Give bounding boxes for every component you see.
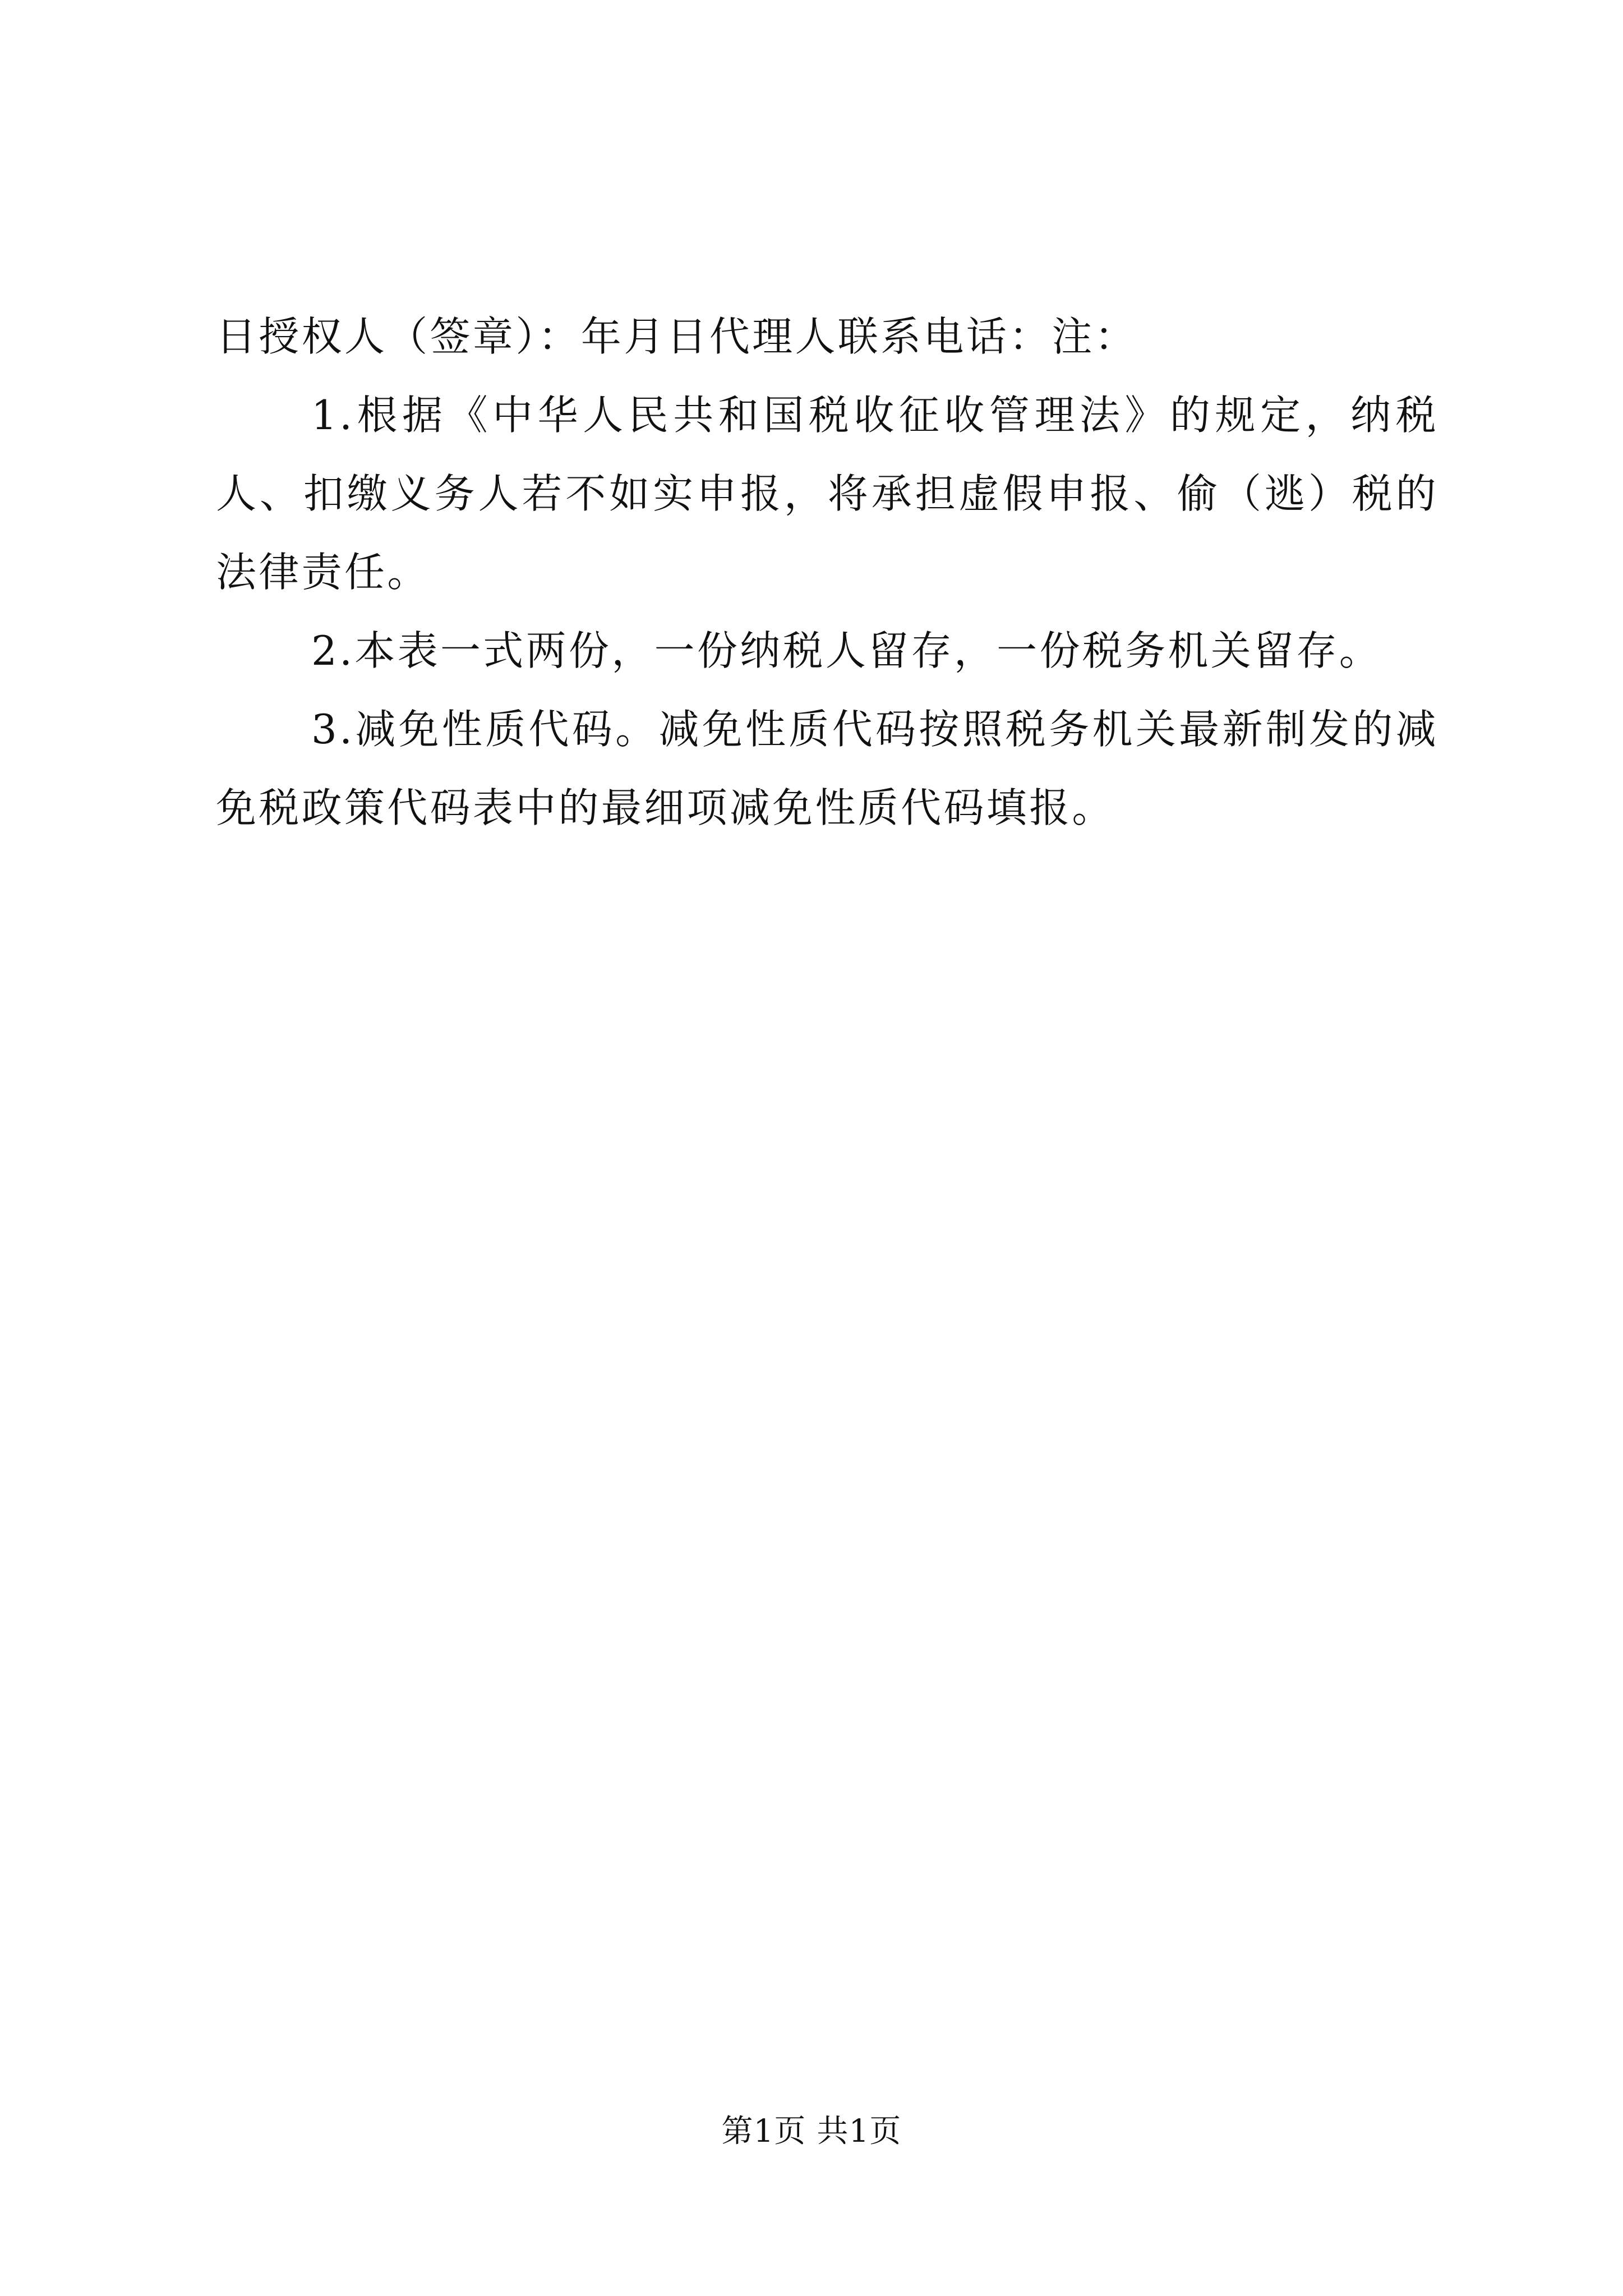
note-item-1: 1.根据《中华人民共和国税收征收管理法》的规定，纳税人、扣缴义务人若不如实申报，将承担虚假申报、偷（逃）税的法律责任。 [216, 392, 1438, 596]
intro-line: 日授权人（签章）：年月日代理人联系电话：注： [216, 313, 1138, 360]
note-item-2: 2.本表一式两份，一份纳税人留存，一份税务机关留存。 [311, 627, 1382, 674]
page-number-footer: 第1页 共1页 [721, 2113, 902, 2150]
note-item-3: 3.减免性质代码。减免性质代码按照税务机关最新制发的减免税政策代码表中的最细项减免性质代码填报。 [216, 706, 1438, 831]
document-body [216, 297, 1438, 847]
